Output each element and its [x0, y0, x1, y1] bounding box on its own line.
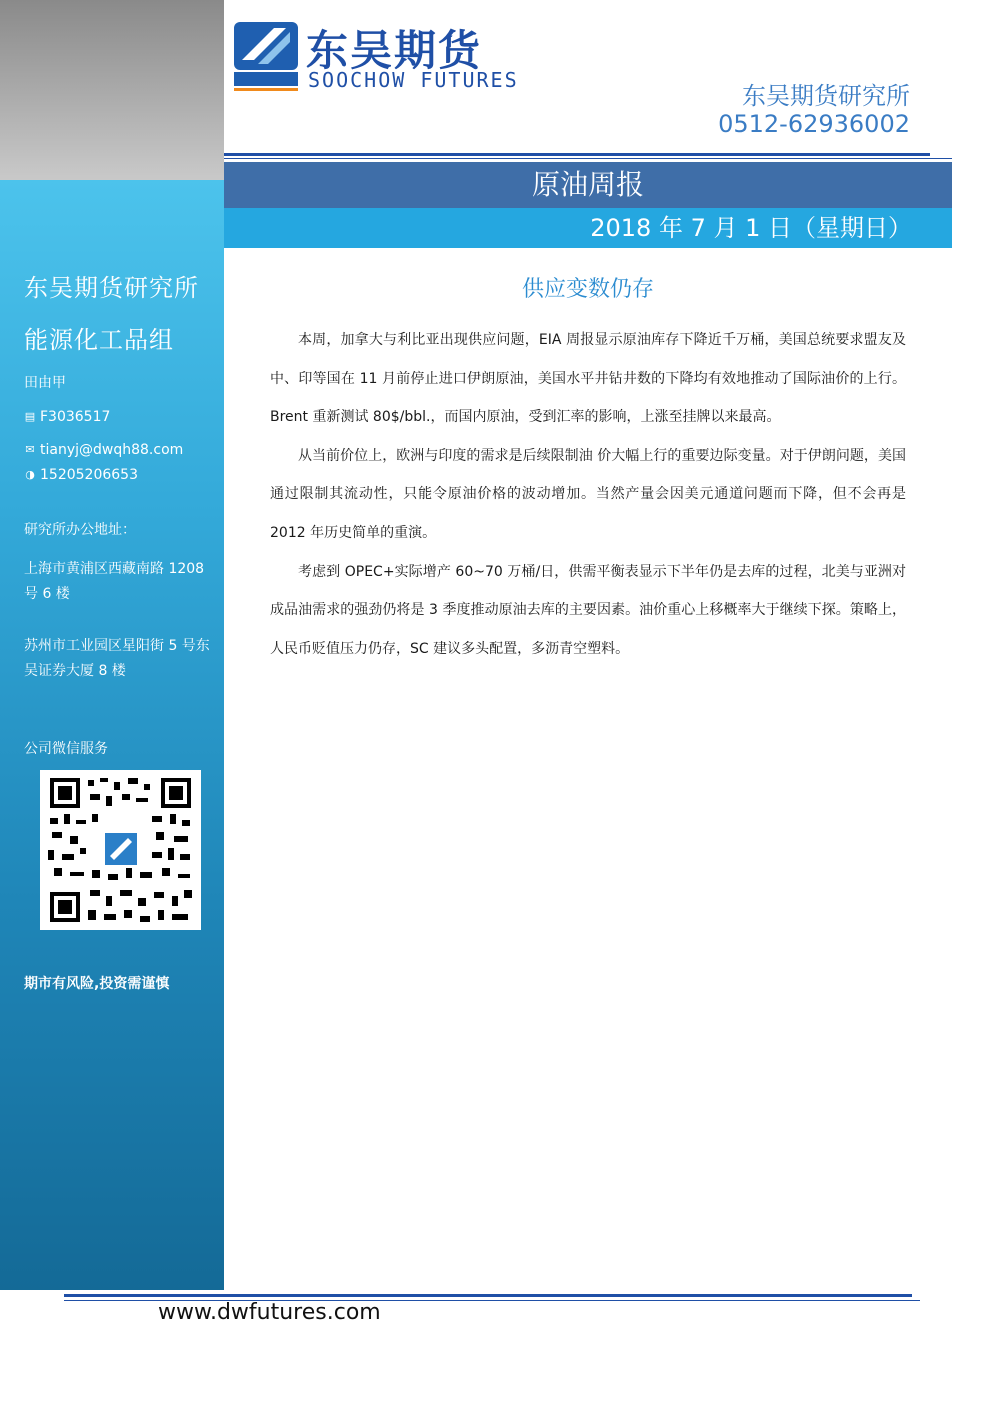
analyst-email[interactable]: tianyj@dwqh88.com	[40, 442, 184, 458]
wechat-qr-code	[40, 770, 201, 930]
address-label: 研究所办公地址：	[24, 522, 136, 538]
paragraph: 从当前价位上，欧洲与印度的需求是后续限制油 价大幅上行的重要边际变量。对于伊朗问题，美国通过限制其流动性，只能令原油价格的波动增加。当然产量会因美元通道问题而下降，但不会再是 2012 年历史简单的重演。	[270, 447, 906, 541]
mail-icon: ✉	[25, 443, 35, 456]
analyst-name: 田由甲	[24, 375, 66, 391]
footer-divider	[64, 1294, 912, 1297]
logo-chinese-name: 东吴期货	[306, 26, 483, 75]
report-title: 原油周报	[224, 162, 952, 208]
document-icon: ▤	[24, 410, 36, 423]
logo-english-name: SOOCHOW FUTURES	[308, 68, 519, 92]
report-date: 2018 年 7 月 1 日（星期日）	[224, 208, 952, 248]
header-divider-thin	[224, 158, 952, 159]
website-link[interactable]: www.dwfutures.com	[158, 1300, 381, 1325]
sidebar-group: 能源化工品组	[24, 326, 174, 354]
analyst-phone: 15205206653	[40, 467, 138, 483]
report-subtitle: 供应变数仍存	[521, 277, 654, 302]
wechat-label: 公司微信服务	[24, 741, 108, 757]
license-number: F3036517	[40, 409, 111, 425]
phone-row	[24, 467, 138, 483]
sidebar-top-gray	[0, 0, 224, 180]
phone-icon: ◑	[25, 468, 35, 481]
paragraph: 考虑到 OPEC+实际增产 60~70 万桶/日，供需平衡表显示下半年仍是去库的过程，北美与亚洲对成品油需求的强劲仍将是 3 季度推动原油去库的主要因素。油价重心上移概率大于继续下探。策略上，人民币贬值压力仍存，SC 建议多头配置，多沥青空塑料。	[270, 563, 906, 657]
logo-mark-icon	[234, 20, 298, 92]
email-row	[24, 442, 183, 458]
sidebar-org: 东吴期货研究所	[24, 274, 199, 302]
address-shanghai: 上海市黄浦区西藏南路 1208 号 6 楼	[24, 561, 205, 602]
header-divider	[224, 153, 930, 156]
license-row	[24, 409, 110, 425]
institute-name: 东吴期货研究所	[742, 82, 910, 110]
sidebar	[0, 180, 224, 1290]
institute-phone: 0512-62936002	[718, 110, 910, 138]
company-logo	[234, 18, 534, 94]
report-body	[270, 321, 906, 668]
risk-warning: 期市有风险,投资需谨慎	[24, 976, 170, 992]
address-suzhou: 苏州市工业园区星阳街 5 号东吴证券大厦 8 楼	[24, 638, 210, 679]
paragraph: 本周，加拿大与利比亚出现供应问题，EIA 周报显示原油库存下降近千万桶，美国总统要求盟友及中、印等国在 11 月前停止进口伊朗原油，美国水平井钻井数的下降均有效地推动了国际油价的上行。Brent 重新测试 80$/bbl.，而国内原油，受到汇率的影响，上涨至挂牌以来最高。	[270, 332, 906, 426]
